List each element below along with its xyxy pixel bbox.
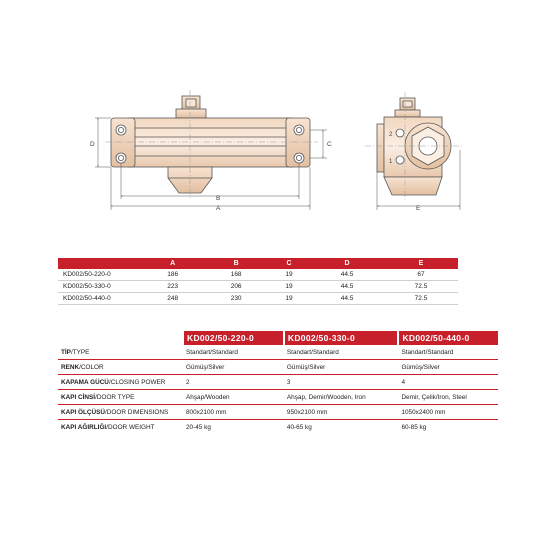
spec-label bbox=[58, 375, 183, 390]
dim-value: 248 bbox=[141, 293, 204, 305]
dim-label-c: C bbox=[327, 141, 332, 148]
spec-label-en: /COLOR bbox=[79, 363, 104, 371]
spec-label bbox=[58, 390, 183, 405]
dim-label-a: A bbox=[216, 205, 221, 212]
spec-label-tr: TİP bbox=[61, 348, 71, 356]
spec-label bbox=[58, 405, 183, 420]
valve-label-2: 2 bbox=[389, 132, 393, 138]
table-row bbox=[58, 375, 498, 390]
spec-value: Standart/Standard bbox=[401, 348, 454, 356]
spec-label-en: /DOOR TYPE bbox=[95, 393, 135, 401]
dim-value: 168 bbox=[204, 269, 267, 281]
right-screw-hole-bottom bbox=[294, 153, 304, 163]
dim-value: 67 bbox=[384, 269, 458, 281]
valve-label-1: 1 bbox=[389, 159, 393, 165]
valve-1 bbox=[396, 156, 404, 164]
spec-value: 800x2100 mm bbox=[183, 405, 284, 420]
dim-header-b: B bbox=[204, 258, 267, 269]
dim-value: 44.5 bbox=[310, 269, 384, 281]
specifications-table bbox=[58, 331, 498, 434]
spec-label-tr: KAPI AĞIRLIĞI bbox=[61, 423, 107, 431]
spec-model-header: KD002/50-440-0 bbox=[398, 331, 498, 345]
spec-label-tr: KAPI CİNSİ bbox=[61, 393, 96, 401]
front-view bbox=[105, 90, 318, 200]
spec-label-tr: KAPI ÖLÇÜSÜ bbox=[61, 408, 106, 416]
model-code: KD002/50-330-0 bbox=[58, 281, 141, 293]
spec-corner-header bbox=[58, 331, 183, 345]
spec-value: Gümüş/Silver bbox=[183, 360, 284, 375]
spec-value: 40-65 kg bbox=[284, 420, 399, 435]
table-row bbox=[58, 293, 458, 305]
spec-value: 1050x2400 mm bbox=[398, 405, 498, 420]
spec-label-en: /TYPE bbox=[70, 348, 90, 356]
spec-header-row bbox=[58, 331, 498, 345]
spec-value: Ahşap/Wooden bbox=[183, 390, 284, 405]
spec-value: 20-45 kg bbox=[183, 420, 284, 435]
table-row bbox=[58, 360, 498, 375]
spec-value: Standart/Standard bbox=[186, 348, 238, 356]
dim-value: 44.5 bbox=[310, 281, 384, 293]
spec-model-header: KD002/50-330-0 bbox=[284, 331, 399, 345]
dim-value: 206 bbox=[204, 281, 267, 293]
left-screw-hole-bottom bbox=[116, 153, 126, 163]
spec-value: Gümüş/Silver bbox=[284, 360, 399, 375]
dimensions-table bbox=[58, 258, 458, 305]
spec-value: 950x2100 mm bbox=[284, 405, 399, 420]
spec-value: Gümüş/Silver bbox=[398, 360, 498, 375]
dim-header-d: D bbox=[310, 258, 384, 269]
dimensions-corner-header bbox=[58, 258, 141, 269]
table-row bbox=[58, 345, 498, 360]
model-code: KD002/50-440-0 bbox=[58, 293, 141, 305]
spec-label-tr: RENK bbox=[61, 363, 80, 371]
dim-value: 19 bbox=[268, 293, 310, 305]
spec-model-header: KD002/50-220-0 bbox=[183, 331, 284, 345]
dim-label-b: B bbox=[216, 195, 221, 202]
spec-label-en: /DOOR WEIGHT bbox=[106, 423, 155, 431]
table-row bbox=[58, 390, 498, 405]
table-row bbox=[58, 420, 498, 435]
spec-value: Standart/Standard bbox=[286, 348, 339, 356]
dim-value: 19 bbox=[268, 281, 310, 293]
dim-label-d: D bbox=[90, 141, 95, 148]
dim-value: 72.5 bbox=[384, 293, 458, 305]
spec-label bbox=[58, 420, 183, 435]
spec-value: 2 bbox=[183, 375, 284, 390]
spec-value: 3 bbox=[284, 375, 399, 390]
table-row bbox=[58, 269, 458, 281]
dim-value: 44.5 bbox=[310, 293, 384, 305]
right-screw-hole-top bbox=[294, 125, 304, 135]
dim-header-c: C bbox=[268, 258, 310, 269]
dim-value: 19 bbox=[268, 269, 310, 281]
side-mount-plate bbox=[377, 124, 384, 172]
dim-value: 223 bbox=[141, 281, 204, 293]
spec-value: Demir, Çelik/Iron, Steel bbox=[398, 390, 498, 405]
dim-header-e: E bbox=[384, 258, 458, 269]
door-closer-technical-drawing bbox=[0, 0, 550, 250]
dim-value: 186 bbox=[141, 269, 204, 281]
spec-value: Ahşap, Demir/Wooden, Iron bbox=[284, 390, 399, 405]
spec-label bbox=[58, 360, 183, 375]
valve-2 bbox=[396, 129, 404, 137]
dim-header-a: A bbox=[141, 258, 204, 269]
dim-value: 230 bbox=[204, 293, 267, 305]
spec-value: 4 bbox=[398, 375, 498, 390]
spec-label-tr: KAPAMA GÜCÜ bbox=[61, 378, 109, 386]
left-screw-hole-top bbox=[116, 125, 126, 135]
dimensions-header-row bbox=[58, 258, 458, 269]
dim-label-e: E bbox=[416, 205, 421, 212]
table-row bbox=[58, 281, 458, 293]
spec-value: 60-85 kg bbox=[398, 420, 498, 435]
table-row bbox=[58, 405, 498, 420]
spec-label bbox=[58, 345, 183, 360]
model-code: KD002/50-220-0 bbox=[58, 269, 141, 281]
dim-value: 72.5 bbox=[384, 281, 458, 293]
spec-label-en: /DOOR DIMENSIONS bbox=[105, 408, 169, 416]
spec-label-en: /CLOSING POWER bbox=[108, 378, 166, 386]
side-view bbox=[365, 92, 462, 200]
closer-body bbox=[128, 118, 292, 167]
